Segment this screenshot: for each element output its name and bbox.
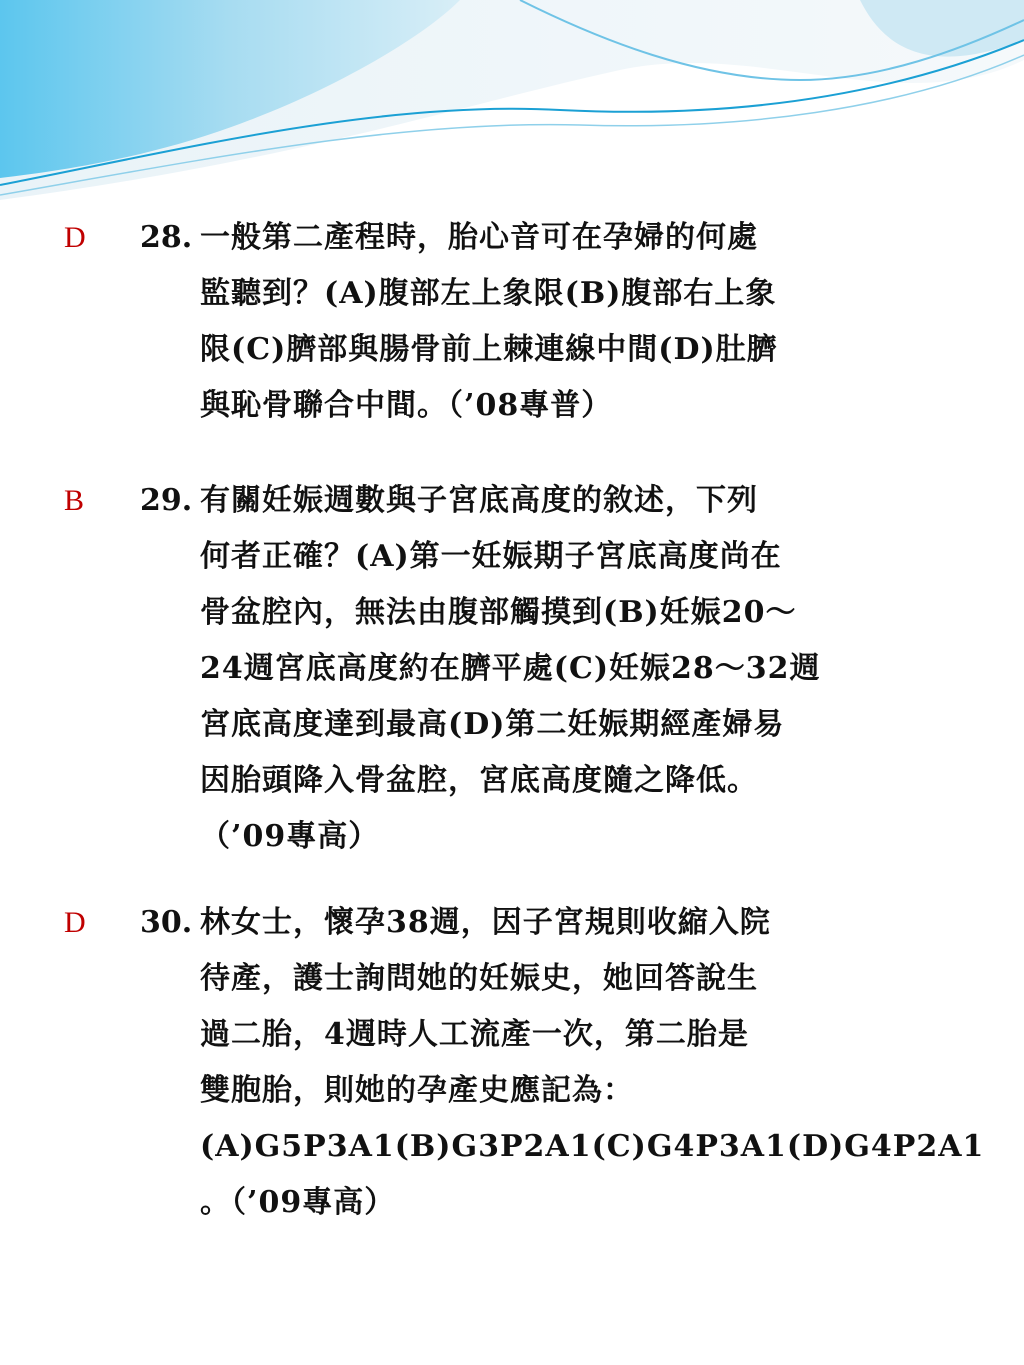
question-line: (A)G5P3A1(B)G3P2A1(C)G4P3A1(D)G4P2A1: [200, 1129, 985, 1164]
question-number: 29.: [140, 483, 193, 518]
question-line: 待產，護士詢問她的妊娠史，她回答說生: [200, 961, 758, 996]
question-text: [200, 473, 821, 865]
question-number: 28.: [140, 220, 193, 255]
question-line: 與恥骨聯合中間。（’08專普）: [200, 388, 613, 423]
header-wave-decoration: [0, 0, 1024, 230]
question-line: 一般第二產程時，胎心音可在孕婦的何處: [200, 220, 758, 255]
question-line: 何者正確？(A)第一妊娠期子宮底高度尚在: [200, 539, 782, 574]
answer-key: D: [64, 221, 86, 254]
question-line: 因胎頭降入骨盆腔，宮底高度隨之降低。: [200, 763, 758, 798]
question-line: （’09專高）: [200, 819, 380, 854]
question-number: 30.: [140, 905, 193, 940]
answer-key: D: [64, 906, 86, 939]
question-text: [200, 210, 778, 434]
question-line: 監聽到？(A)腹部左上象限(B)腹部右上象: [200, 276, 777, 311]
question-line: 宮底高度達到最高(D)第二妊娠期經產婦易: [200, 707, 785, 742]
question-line: 限(C)臍部與腸骨前上棘連線中間(D)肚臍: [200, 332, 778, 367]
question-line: 雙胞胎，則她的孕產史應記為：: [200, 1073, 634, 1108]
question-line: 林女士，懷孕38週，因子宮規則收縮入院: [200, 905, 771, 940]
question-line: 。（’09專高）: [200, 1185, 396, 1220]
question-line: 骨盆腔內，無法由腹部觸摸到(B)妊娠20～: [200, 595, 797, 630]
question-line: 有關妊娠週數與子宮底高度的敘述，下列: [200, 483, 758, 518]
question-line: 過二胎，4週時人工流產一次，第二胎是: [200, 1017, 749, 1052]
question-text: [200, 895, 984, 1231]
question-line: 24週宮底高度約在臍平處(C)妊娠28～32週: [200, 651, 821, 686]
answer-key: B: [64, 484, 85, 517]
